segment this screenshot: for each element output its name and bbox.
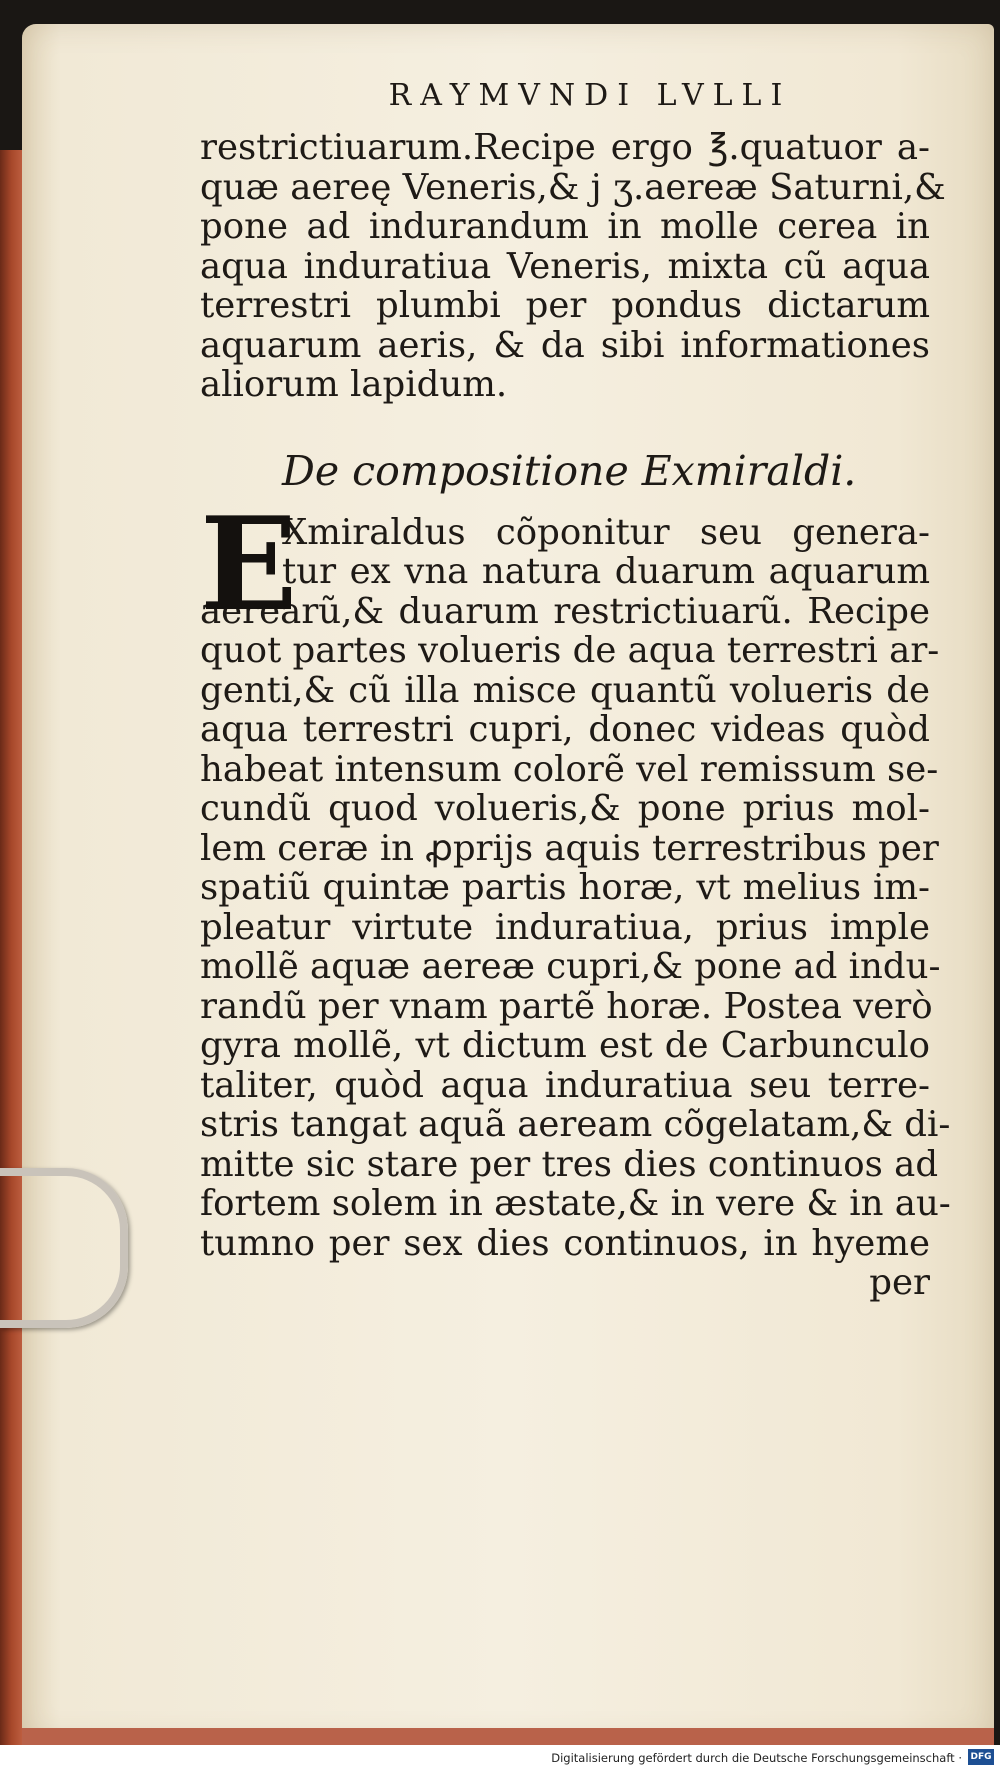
text-line: cundũ quod volueris,& pone prius mol- — [200, 788, 930, 829]
text-line: aliorum lapidum. — [200, 364, 508, 405]
text-line: fortem solem in æstate,& in vere & in au- — [200, 1183, 951, 1224]
text-line: mitte sic stare per tres dies continuos ad — [200, 1143, 939, 1185]
page-text — [200, 78, 951, 1303]
text-line: Xmiraldus cõponitur seu genera- — [282, 511, 930, 553]
text-line: tur ex vna natura duarum aquarum — [282, 551, 930, 592]
text-line: taliter, quòd aqua induratiua seu terre- — [200, 1064, 930, 1106]
text-line: tumno per sex dies continuos, in hyeme — [200, 1222, 930, 1264]
text-line: mollẽ aquæ aereæ cupri,& pone ad indu- — [200, 946, 941, 987]
running-head: RAYMVNDI LVLLI — [388, 78, 792, 113]
dfg-logo: DFG — [968, 1749, 994, 1765]
page-clip — [0, 1168, 128, 1328]
text-line: quæ aereę Veneris,& j ʒ.aereæ Saturni,& — [200, 166, 946, 208]
body-paragraph — [200, 489, 951, 1303]
text-line: genti,& cũ illa misce quantũ volueris de — [200, 669, 930, 711]
text-line: quot partes volueris de aqua terrestri ar- — [200, 630, 940, 671]
text-line: pleatur virtute induratiua, prius imple — [200, 906, 930, 948]
text-line: lem ceræ in ꝓprijs aquis terrestribus per — [200, 827, 939, 869]
text-line: aerearũ,& duarum restrictiuarũ. Recipe — [200, 590, 930, 632]
catchword: per — [869, 1262, 930, 1303]
text-line: aqua terrestri cupri, donec videas quòd — [200, 709, 930, 750]
digitization-credit: Digitalisierung gefördert durch die Deutsche Forschungsgemeinschaft · — [551, 1751, 962, 1765]
top-paragraph — [200, 127, 946, 405]
text-line: restrictiuarum.Recipe ergo ℥.quatuor a- — [200, 127, 930, 168]
section-heading: De compositione Exmiraldi. — [282, 446, 857, 495]
text-line: habeat intensum colorẽ vel remissum se- — [200, 748, 939, 790]
text-line: stris tangat aquã aeream cõgelatam,& di- — [200, 1104, 951, 1145]
text-line: spatiũ quintæ partis horæ, vt melius im- — [200, 867, 930, 908]
text-line: aquarum aeris, & da sibi informationes — [200, 324, 930, 366]
page-bottom-edge — [22, 1728, 994, 1745]
drop-cap: E — [200, 489, 298, 640]
text-line: terrestri plumbi per pondus dictarum — [200, 285, 930, 326]
text-line: aqua induratiua Veneris, mixta cũ aqua — [200, 245, 930, 287]
text-line: randũ per vnam partẽ horæ. Postea verò — [200, 985, 933, 1027]
text-line: pone ad indurandum in molle cerea in — [200, 206, 930, 247]
text-line: gyra mollẽ, vt dictum est de Carbunculo — [200, 1025, 930, 1066]
